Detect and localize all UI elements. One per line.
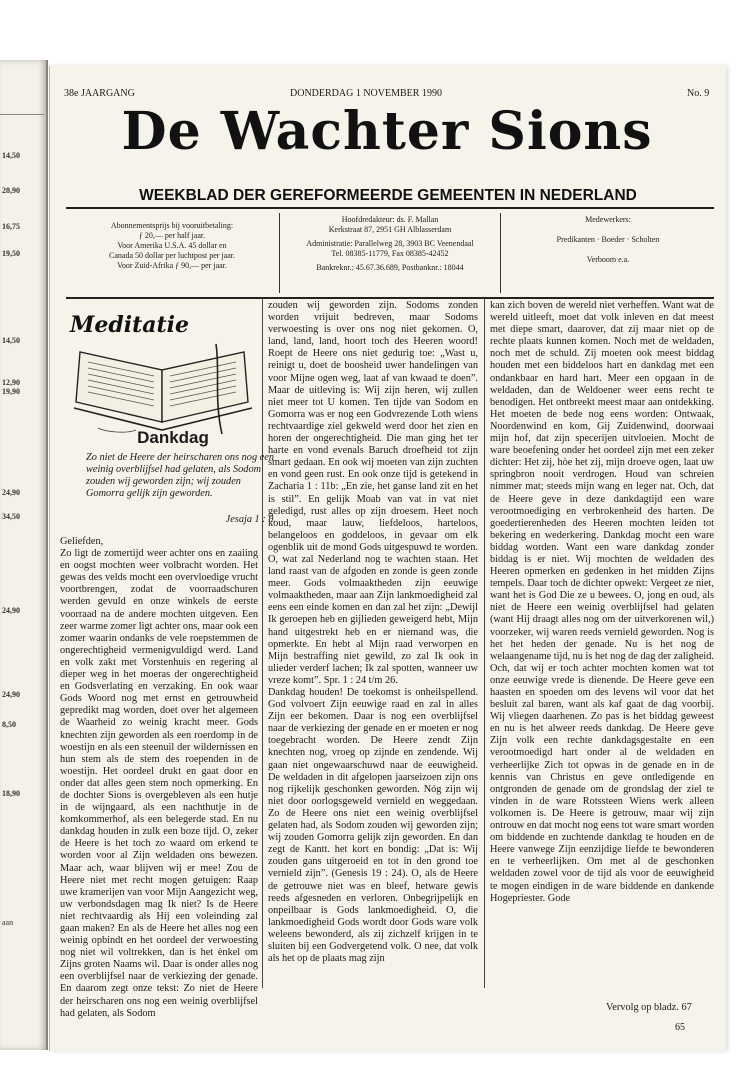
- meditation-quote: Zo niet de Heere der heirscharen ons nog een weinig overblijfsel had gelaten, als Sodom zouden wij geworden zijn; wij zouden Gomorra gelijk zijn geworden.: [86, 452, 274, 500]
- left-price: 8,50: [2, 720, 16, 729]
- info-line: Kerkstraat 87, 2951 GH Alblasserdam: [328, 225, 452, 234]
- left-price: 14,50: [2, 151, 20, 160]
- masthead-subtitle: WEEKBLAD DER GEREFORMEERDE GEMEENTEN IN NEDERLAND: [139, 187, 637, 204]
- left-price: 24,90: [2, 606, 20, 615]
- column-divider: [484, 298, 485, 988]
- contributors-info: [506, 215, 710, 265]
- editorial-info: [284, 215, 496, 273]
- left-price: 19,50: [2, 249, 20, 258]
- info-line: Canada 50 dollar per luchtpost per jaar.: [109, 251, 235, 260]
- meditation-title: Dankdag: [137, 428, 209, 447]
- info-divider: [500, 213, 501, 293]
- info-line: Verboom e.a.: [586, 255, 630, 264]
- info-line: Abonnementsprijs bij vooruitbetaling:: [110, 221, 234, 230]
- open-bible-icon: [66, 340, 262, 436]
- info-line: Hoofdredakteur: ds. F. Mallan: [341, 215, 439, 224]
- meditation-quote-reference: Jesaja 1 : 9.: [225, 514, 276, 525]
- left-page-edge: [0, 60, 48, 1050]
- info-line: Medewerkers:: [585, 215, 631, 224]
- issue-number: No. 9: [687, 88, 710, 99]
- info-line: Administratie: Parallelweg 28, 3903 BC Veenendaal: [306, 239, 474, 248]
- column-divider: [262, 298, 263, 988]
- subscription-info: [74, 221, 270, 271]
- info-line: Tel. 08385-11779, Fax 08385-42452: [331, 249, 449, 258]
- info-divider: [279, 213, 280, 293]
- info-line: ƒ 20,— per half jaar.: [138, 231, 206, 240]
- article-column-3: kan zich boven de wereld niet verheffen. Want wat de wereld uitleeft, moet dat volk inleven en dat meest met diepe smart, daarover, dat zij maar niet op de rechte plaats kunnen komen. Noch met de weldaden, noch met de schuld. Zij moeten ook meest biddag houden met een biddeloos hart en dankdag met een ondankbaar en hard hart. Meer een opgaan in de weldaden, dan de Weldoener weer eens recht te benodigen. Het ontbreekt meest maar aan ontdekking. Het moeten de bede nog eens worden: Ontwaak, Noordenwind en kom, Gij Zuidenwind, doorwaai mijn hof, dat zijn specerijen uitvloeien. Mocht de ware beoefening onder het oordeel zijn met een zeker dichter: Het zij, hòe het zij, mijn droeve ogen, laat uw springbron nooit verdrogen. Houd van schreien nimmer mat; steeds mijn wang en leger nat. Och, dat de Heere geve in deze dankdagtijd een ware verootmoediging en verbrokenheid des harten. De goedertierenheden des Heeren mochten leiden tot bekering en wederkering. Dankdag mocht een ware biddag worden. Want een ware dankdag zonder biddag is er niet. Wij mochten de weldaden des Heeren opmerken en gedenken in het midden Zijns tempels. Daar toch de dichter opwekt: Vergeet ze niet, want het is God Die ze u bewees. O, jong en oud, als niet de Heere een weinig overblijfsel had gelaten (want Hij draagt alles nog om der uitverkorenen wil,) voorzeker, wij waren reeds vernield geworden. Nog is het het heden der genade. Nu is het nog de welaangename tijd, nu is het nog de dag der zaligheid. Och, dat wij er toch achter mochten komen wat tot onze eeuwige vrede is dienende. De Heere geve een haasten en spoeden om des levens wil voor dat het besluit zal baren, want als kaf gaat de dag voorbij. Wij vliegen daarhenen. Zo pas is het biddag geweest en nu is het alweer reeds dankdag. De Heere geve Zijn volk een rechte dankdagsgestalte en een verootmoedigd hart onder al de weldaden en verheerlijke Zich tot opwas in de genade en in de kennis van Christus en geve ontledigende en ontgronden de genade om de grondslag der ziel te vinden in de ware Rotssteen Wiens werk alleen volkomen is. De Heere is getrouw, maar wij zijn ontrouw en dat mocht nog eens tot ware smart worden om biddende en zuchtende dankdag te houden en de Heere vanwege Zijn eenzijdige liefde te bewonderen en te verheerlijken. Om met al de geschonken weldaden zowel voor de tijd als voor de eeuwigheid te mogen eindigen in de ware biddende en dankende Hogepriester. Gode: [490, 300, 714, 904]
- left-price: 28,90: [2, 186, 20, 195]
- info-line: Bankreknr.: 45.67.36.689, Postbanknr.: 18044: [316, 263, 464, 272]
- left-rule: [0, 114, 44, 115]
- masthead-title: De Wachter Sions: [121, 101, 653, 162]
- continued-notice: Vervolg op bladz. 67: [606, 1002, 692, 1013]
- left-price: 16,75: [2, 222, 20, 231]
- left-price: 19,90: [2, 387, 20, 396]
- issue-date: DONDERDAG 1 NOVEMBER 1990: [290, 88, 442, 99]
- left-price: 14,50: [2, 336, 20, 345]
- info-box: [66, 207, 714, 299]
- left-price: 24,90: [2, 690, 20, 699]
- left-price: 34,50: [2, 512, 20, 521]
- left-price: aan: [2, 918, 14, 927]
- left-price: 18,90: [2, 789, 20, 798]
- info-line: Voor Zuid-Afrika ƒ 90,— per jaar.: [117, 261, 227, 270]
- newspaper-page: [49, 66, 726, 1051]
- left-price: 24,90: [2, 488, 20, 497]
- meditation-heading: Meditatie: [70, 312, 190, 338]
- left-price: 12,90: [2, 378, 20, 387]
- article-column-2: zouden wij geworden zijn. Sodoms zonden worden vrijuit bedreven, maar Sodoms verwoesting is over ons nog niet gekomen. O, land, land, land, hoort toch des Heeren woord! Roept de Heere ons niet gedurig toe: „Wast u, reinigt u, doet de boosheid uwer handelingen van voor Mijne ogen weg, laat af van kwaad te doen”. Maar de uitleving is: Wij zijn heren, wij zullen niet meer tot U komen. Ten tijde van Sodom en Gomorra was er nog een Godvrezende Loth wiens rechtvaardige ziel gekweld werd door het zien en horen der ongerechtigheid. Die man ging het ter harte en vond evenals Baruch droefheid tot zijn smart gedaan. En ook wij moeten van zijn zuchten en vond geen rust. En ook onze tijd is getekend in Zacharia 1 : 11b: „En zie, het ganse land zit en het is stil”. En gelijk Moab van vat in vat niet geledigd, rust alles op zijn droesem. Heet noch koud, maar lauw, liefdeloos, harteloos, belangeloos en goddeloos, in gevaar om elk ogenblik uit de mond Gods uitgespuwd te worden. O, wat zal Nederland nog te wachten staan. Het land raast van de afgoden en zonde is geen zonde meer. Gods volmaaktheden zijn eeuwige volmaaktheden, maar aan Zijn lankmoedigheid zal eens een einde komen en dan zal het zijn: „Dewijl Ik geroepen heb en gijlieden geweigerd hebt, Mijn hand uitgestrekt heb en er niemand was, die opmerkte. En hebt al Mijn raad verworpen en Mijn bestraffing niet gewild, zo zal Ik ook in ulieder verderf lachen; Ik zal spotten, wanneer uw vreze komt”. Spr. 1 : 24 t/m 26. Dankdag houden! De toekomst is onheilspellend. God volvoert Zijn eeuwige raad en zal in alles Zijn eer bekomen. Daar is nog een overblijfsel naar de verkiezing der genade en er moeten er nog toegebracht worden. De Heere zendt Zijn knechten nog, vroeg op zijnde en zendende. Wij gaan niet ongewaarschuwd naar de eeuwigheid. De weldaden in dit afgelopen jaarseizoen zijn ons nog rijkelijk geschonken geworden. Nóg zijn wij niet door oorlogsgeweld vernield en weggedaan. Zo de Heere ons niet een weinig overblijfsel gelaten had, als Sodom zouden wij geworden zijn; wij zouden Gomorra gelijk zijn geworden. En dan zegt de Kantt. het kort en bondig: „Dat is: Wij zouden gans uitgeroeid en tot in den grond toe vernield zijn”. (Genesis 19 : 24). O, als de Heere de getrouwe niet was en bleef, hetware gewis reeds afgesneden en verloren. Onbegrijpelijk en onpeilbaar is Gods lankmoedigheid. O, die lankmoedigheid Gods wordt door Gods ware volk weleens bewonderd, als zij zichzelf krijgen in te sluiten bij een Godvergetend volk. O nee, dat volk als het op de plaats mag zijn: [268, 300, 478, 965]
- article-column-1: Geliefden, Zo ligt de zomertijd weer achter ons en zaaiing en oogst mochten weer volbracht worden. Het gewas des velds mocht een overvloedige vrucht voortbrengen, zodat de voorraadschuren werden gevuld en onze winkels de eerste voorraad na de andere mochten uitgeven. Een zeer warme zomer ligt achter ons, maar ook een zomer waarin ondanks de vele roepstemmen de ongerechtigheid vermenigvuldigd werd. Land en volk zakt met Vorstenhuis en regering al dieper weg in het moeras der ongerechtigheid en Godsverlating en verzaking. En ook waar Gods Woord nog met ernst en getrouwheid gepredikt mag worden, doet over het algemeen de Waarheid zo weinig kracht meer. Gods knechten zijn geworden als een roerdomp in de woestijn en als een steenuil der wildernissen en hun stem als de stem des roependen in de woestijn. Het oordeel drukt en gaat door en onder dat alles geen stem noch opmerking. En de dochter Sions is overgebleven als een hutje in de wijngaard, als een nachthutje in de komkommerhof, als een belegerde stad. En nu dankdag houden in zulk een boze tijd. O, zeker de Heere is het toch zo waard om erkend te worden voor al Zijn weldaden ons bewezen. Maar ach, waar blijven wij er mee! Zou de Heere niet met recht mogen getuigen: Raap uwe kramerijen van voor Mijn Aangezicht weg, uw verbondsdagen mag Ik niet? Is de Heere niet rechtvaardig als Hij een voleinding zal gaan maken? En als de Heere het alles nog een weinig opbindt en het oordeel der verwoesting nog niet wil voltrekken, dan is het ènkel om Zijns groten Naams wil. Daar is onder alles nog een overblijfsel naar de verkiezing der genade. En daarom zegt onze tekst: Zo niet de Heere der heirscharen ons nog een weinig overblijfsel had gelaten, als Sodom: [60, 536, 258, 1019]
- page-number: 65: [675, 1022, 685, 1033]
- info-line: Voor Amerika U.S.A. 45 dollar en: [117, 241, 227, 250]
- info-line: Predikanten · Boeder · Scholten: [556, 235, 660, 244]
- volume-label: 38e JAARGANG: [64, 88, 135, 99]
